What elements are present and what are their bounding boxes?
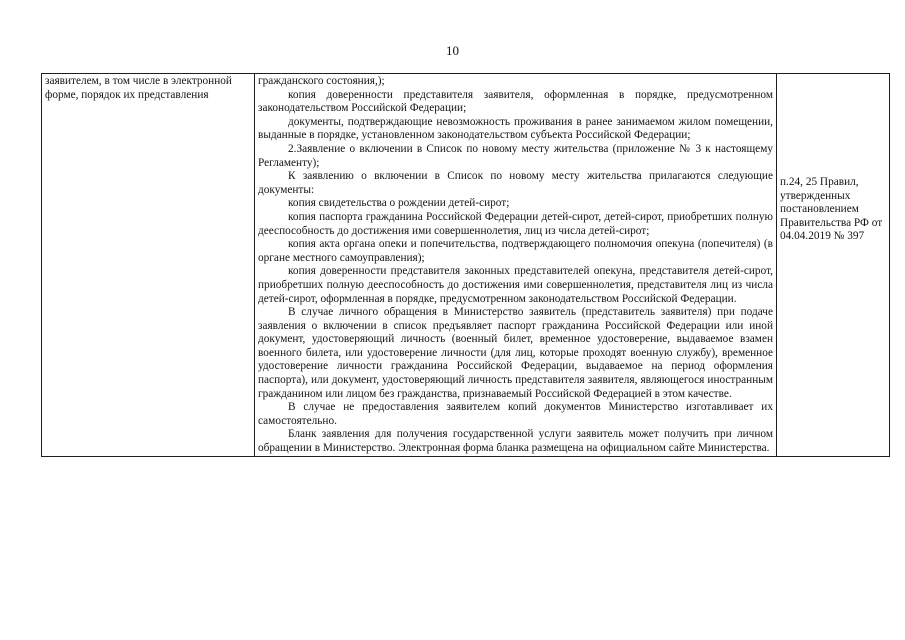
paragraph: В случае личного обращения в Министерство заявитель (представитель заявителя) при подаче заявления о включении в список предъявляет паспорт гражданина Российской Федерации или иной документ, удостоверяющий личность (военный билет, временное удостоверение, выдаваемое взамен военного билета, или удостоверение личности (для лиц, которые проходят военную службу), временное удостоверение личности гражданина Российской Федерации, выдаваемое на период оформления паспорта), или документ, удостоверяющий личность представителя заявителя, являющегося иностранным гражданином или лицом без гражданства, признаваемый Российской Федерацией в этом качестве. [258,306,773,400]
paragraph: документы, подтверждающие невозможность проживания в ранее занимаемом жилом помещении, выданные в порядке, установленном законодательством субъекта Российской Федерации; [258,115,773,142]
paragraph: 2.Заявление о включении в Список по новому месту жительства (приложение № 3 к настоящему Регламенту); [258,142,773,169]
paragraph: копия доверенности представителя заявителя, оформленная в порядке, предусмотренном законодательством Российской Федерации; [258,88,773,115]
regulation-table [41,73,890,457]
paragraph: В случае не предоставления заявителем копий документов Министерство изготавливает их самостоятельно. [258,401,773,427]
paragraph: копия свидетельства о рождении детей-сирот; [288,197,510,210]
legal-reference: п.24, 25 Правил, утвержденных постановлением Правительства РФ от 04.04.2019 № 397 [780,176,883,243]
paragraph: К заявлению о включении в Список по новому месту жительства прилагаются следующие документы: [258,170,773,196]
right-cell [777,74,890,457]
left-cell-text: заявителем, в том числе в электронной форме, порядок их представления [45,75,232,101]
paragraph: копия акта органа опеки и попечительства, подтверждающего полномочия опекуна (попечителя) (в органе местного самоуправления); [258,238,773,264]
paragraph: гражданского состояния,); [258,75,385,87]
middle-cell [255,74,777,457]
paragraph: Бланк заявления для получения государственной услуги заявитель может получить при личном обращении в Министерство. Электронная форма бланка размещена на официальном сайте Министерства. [258,428,773,455]
table-row [42,74,890,457]
paragraph: копия паспорта гражданина Российской Федерации детей-сирот, детей-сирот, приобретших полную дееспособность до достижения ими совершеннолетия, лиц из числа детей-сирот; [258,210,773,237]
paragraph: копия доверенности представителя законных представителей опекуна, представителя детей-сирот, приобретших полную дееспособность до достижения ими совершеннолетия, представителя лиц из числа детей-сирот, оформленная в порядке, предусмотренном законодательством Российской Федерации. [258,265,773,305]
middle-cell-paragraphs [258,75,773,456]
left-cell [42,74,255,457]
page-number: 10 [446,43,459,58]
